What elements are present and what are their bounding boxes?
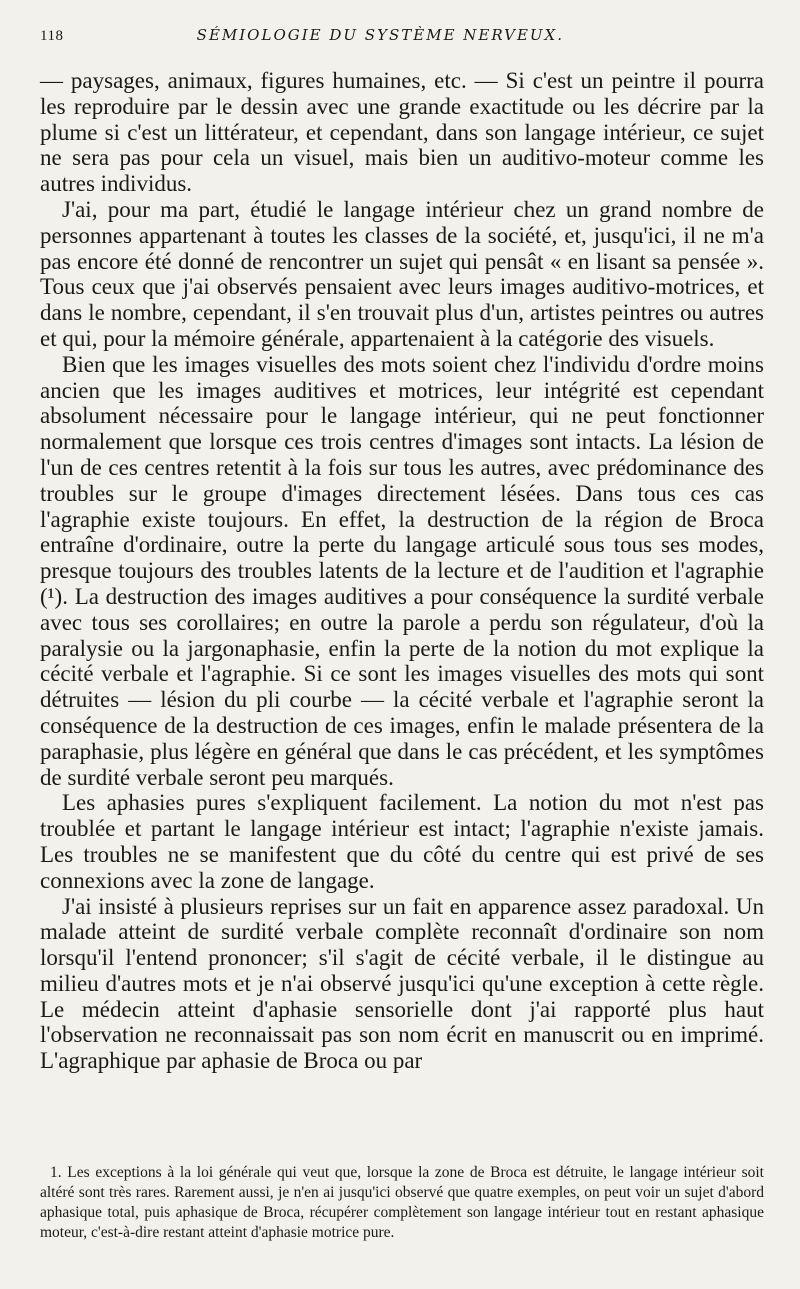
footnote-1: 1. Les exceptions à la loi générale qui veut que, lorsque la zone de Broca est détruite, le langage intérieur soit altéré sont très rares. Rarement aussi, je n'en ai jusqu'ici observé que quatre exemples, on peut voir un sujet d'abord aphasique total, puis aphasique de Broca, récupérer complètement son langage intérieur tout en restant aphasique moteur, c'est-à-dire restant atteint d'aphasie motrice pure. bbox=[40, 1164, 764, 1241]
paragraph-2: J'ai, pour ma part, étudié le langage intérieur chez un grand nombre de personnes appartenant à toutes les classes de la société, et, jusqu'ici, il ne m'a pas encore été donné de rencontrer un sujet qui pensât « en lisant sa pensée ». Tous ceux que j'ai observés pensaient avec leurs images auditivo-motrices, et dans le nombre, cependant, il s'en trouvait plus d'un, artistes peintres ou autres et qui, pour la mémoire générale, appartenaient à la catégorie des visuels. bbox=[40, 196, 764, 351]
paragraph-1: — paysages, animaux, figures humaines, etc. — Si c'est un peintre il pourra les reproduire par le dessin avec une grande exactitude ou les décrire par la plume si c'est un littérateur, et cependant, dans son langage intérieur, ce sujet ne sera pas pour cela un visuel, mais bien un auditivo-moteur comme les autres individus. bbox=[40, 68, 764, 197]
paragraph-3-continuation: La destruction des images auditives a pour conséquence la surdité verbale avec tous ses corollaires; en outre la parole a perdu son régulateur, d'où la paralysie ou la jargonaphasie, enfin la perte de la notion du mot explique la cécité verbale et l'agraphie. Si ce sont les images visuelles des mots qui sont détruites — lésion du pli courbe — la cécité verbale et l'agraphie seront la conséquence de la destruction de ces images, enfin le malade présentera de la paraphasie, plus légère en général que dans le cas précédent, et les symptômes de surdité verbale seront peu marqués. bbox=[40, 583, 764, 790]
footnote-reference: (¹). bbox=[40, 583, 68, 609]
footnotes bbox=[40, 1163, 764, 1243]
page-number: 118 bbox=[40, 28, 64, 44]
body-text bbox=[40, 68, 764, 1074]
paragraph-5: J'ai insisté à plusieurs reprises sur un fait en apparence assez paradoxal. Un malade atteint de surdité verbale complète reconnaît d'ordinaire son nom lorsqu'il l'entend prononcer; s'il s'agit de cécité verbale, il le distingue au milieu d'autres mots et je n'ai observé jusqu'ici qu'une exception à cette règle. Le médecin atteint d'aphasie sensorielle dont j'ai rapporté plus haut l'observation ne reconnaissait pas son nom écrit en manuscrit ou en imprimé. L'agraphique par aphasie de Broca ou par bbox=[40, 893, 764, 1074]
paragraph-3 bbox=[40, 352, 764, 791]
running-title: SÉMIOLOGIE DU SYSTÈME NERVEUX. bbox=[196, 26, 564, 44]
paragraph-4: Les aphasies pures s'expliquent facilement. La notion du mot n'est pas troublée et partant le langage intérieur est intact; l'agraphie n'existe jamais. Les troubles ne se manifestent que du côté du centre qui est privé de ses connexions avec la zone de langage. bbox=[40, 790, 764, 893]
paragraph-3-text: Bien que les images visuelles des mots soient chez l'individu d'ordre moins ancien que les images auditives et motrices, leur intégrité est cependant absolument nécessaire pour le langage intérieur, qui ne peut fonctionner normalement que lorsque ces trois centres d'images sont intacts. La lésion de l'un de ces centres retentit à la fois sur tous les autres, avec prédominance des troubles sur le groupe d'images directement lésées. Dans tous ces cas l'agraphie existe toujours. En effet, la destruction de la région de Broca entraîne d'ordinaire, outre la perte du langage articulé sous tous ses modes, presque toujours des troubles latents de la lecture et de l'audition et l'agraphie bbox=[40, 351, 764, 584]
running-head bbox=[40, 26, 764, 56]
